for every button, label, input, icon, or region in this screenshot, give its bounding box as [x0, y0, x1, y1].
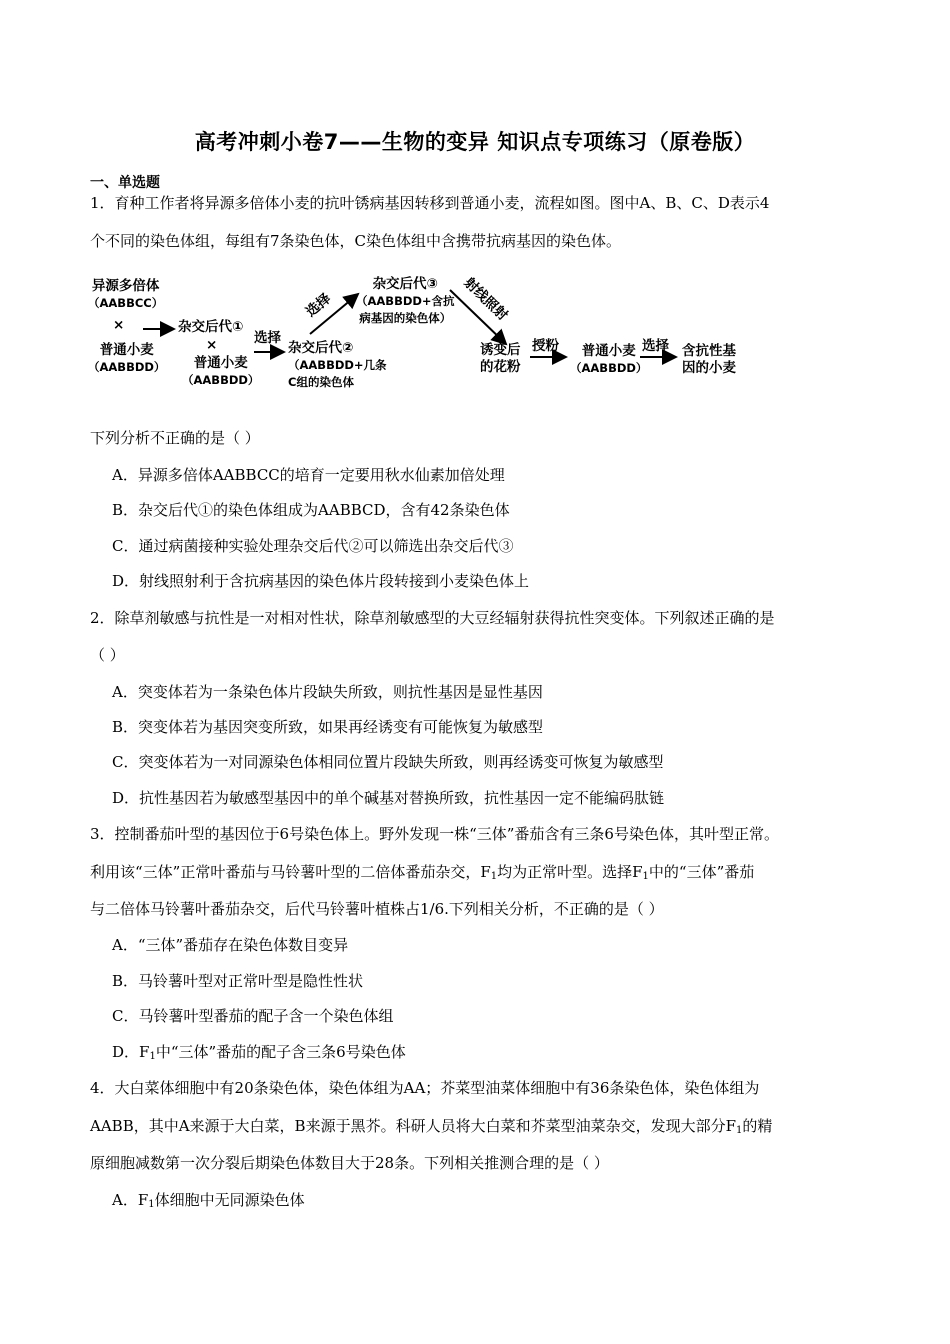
section-heading: 一、单选题: [90, 175, 160, 191]
node-common-wheat-1: 普通小麦 （AABBDD）: [88, 342, 166, 374]
q3-stem-line3: 与二倍体马铃薯叶番茄杂交，后代马铃薯叶植株占1/6.下列相关分析，不正确的是（ ）: [90, 900, 664, 918]
q4-stem-line2: AABB，其中A来源于大白菜，B来源于黑芥。科研人员将大白菜和芥菜型油菜杂交，发现大部分$F_1$的精: [90, 1117, 773, 1136]
label-select-1: 选择: [254, 330, 281, 346]
q2-stem-line2: （ ）: [90, 646, 125, 664]
label-select-2: 选择: [303, 290, 335, 321]
node-resistant-wheat: 含抗性基 因的小麦: [682, 343, 736, 376]
q4-stem-line1: 4．大白菜体细胞中有20条染色体，染色体组为AA；芥菜型油菜体细胞中有36条染色体，染色体组为: [90, 1079, 760, 1097]
label-select-3: 选择: [642, 338, 669, 354]
cross-symbol-2: ×: [206, 337, 218, 353]
q1-stem-line2: 个不同的染色体组，每组有7条染色体，C染色体组中含携带抗病基因的染色体。: [90, 232, 622, 250]
node-hybrid-3: 杂交后代③ （AABBDD+含抗 病基因的染色体）: [356, 276, 455, 325]
q4-stem-line3: 原细胞减数第一次分裂后期染色体数目大于28条。下列相关推测合理的是（ ）: [90, 1154, 609, 1172]
q2-stem-line1: 2．除草剂敏感与抗性是一对相对性状，除草剂敏感型的大豆经辐射获得抗性突变体。下列叙述正确的是: [90, 609, 775, 627]
cross-symbol-1: ×: [113, 317, 125, 333]
q1-ask: 下列分析不正确的是（ ）: [90, 429, 260, 447]
page-title: 高考冲刺小卷7——生物的变异 知识点专项练习（原卷版）: [194, 130, 756, 154]
q1-stem-line1: 1．育种工作者将异源多倍体小麦的抗叶锈病基因转移到普通小麦，流程如图。图中A、B、C、D表示4: [90, 194, 770, 212]
q3-option-c: C．马铃薯叶型番茄的配子含一个染色体组: [112, 1007, 394, 1025]
q1-option-b: B．杂交后代①的染色体组成为AABBCD，含有42条染色体: [112, 501, 510, 519]
q4-option-a: A．$F_1$体细胞中无同源染色体: [112, 1191, 305, 1210]
node-hybrid-2: 杂交后代② （AABBDD+几条 C组的染色体: [288, 340, 387, 389]
q3-option-d: D．$F_1$中“三体”番茄的配子含三条6号染色体: [112, 1043, 406, 1062]
label-pollinate: 授粉: [532, 338, 559, 354]
q2-option-a: A．突变体若为一条染色体片段缺失所致，则抗性基因是显性基因: [112, 683, 543, 701]
node-hybrid-1: 杂交后代①: [178, 319, 244, 335]
label-radiate: 射线照射: [460, 274, 511, 324]
q3-stem-line2: 利用该“三体”正常叶番茄与马铃薯叶型的二倍体番茄杂交，$F_1$均为正常叶型。选择$F_1$中的“三体”番茄: [90, 863, 755, 882]
node-common-wheat-2: 普通小麦 （AABBDD）: [182, 355, 260, 387]
q2-option-b: B．突变体若为基因突变所致，如果再经诱变有可能恢复为敏感型: [112, 718, 544, 736]
q2-option-d: D．抗性基因若为敏感型基因中的单个碱基对替换所致，抗性基因一定不能编码肽链: [112, 789, 665, 807]
q1-option-a: A．异源多倍体AABBCC的培育一定要用秋水仙素加倍处理: [112, 466, 505, 484]
q3-option-b: B．马铃薯叶型对正常叶型是隐性性状: [112, 972, 364, 990]
node-mutated-pollen: 诱变后 的花粉: [480, 342, 521, 375]
q3-stem-line1: 3．控制番茄叶型的基因位于6号染色体上。野外发现一株“三体”番茄含有三条6号染色体，其叶型正常。: [90, 825, 779, 843]
node-common-wheat-3: 普通小麦 （AABBDD）: [570, 343, 648, 375]
q1-option-c: C．通过病菌接种实验处理杂交后代②可以筛选出杂交后代③: [112, 537, 514, 555]
q1-option-d: D．射线照射利于含抗病基因的染色体片段转接到小麦染色体上: [112, 572, 530, 590]
q2-option-c: C．突变体若为一对同源染色体相同位置片段缺失所致，则再经诱变可恢复为敏感型: [112, 753, 664, 771]
node-allopolyploid: 异源多倍体 （AABBCC）: [88, 278, 164, 310]
q3-option-a: A．“三体”番茄存在染色体数目变异: [112, 936, 349, 954]
breeding-flow-diagram: [88, 272, 768, 402]
